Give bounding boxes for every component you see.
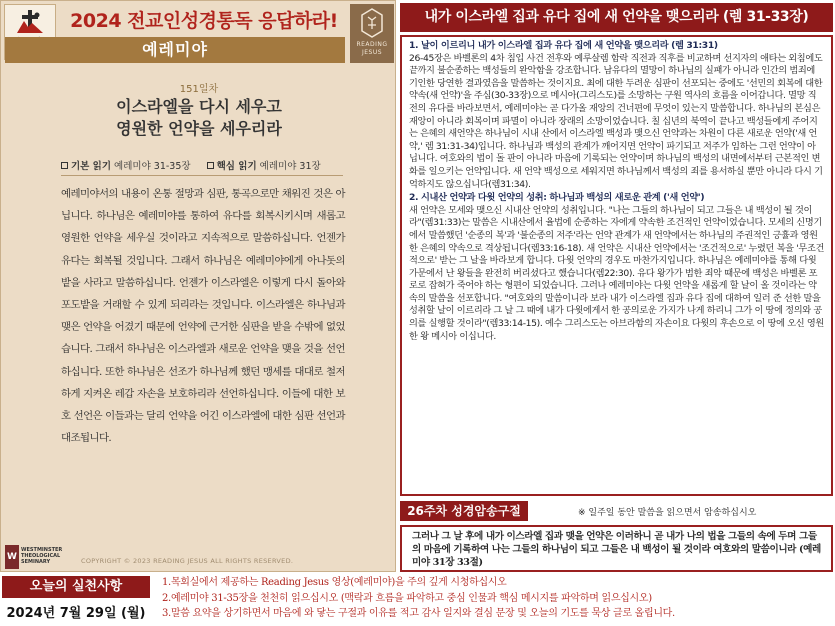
brand-line-2: JESUS xyxy=(361,48,383,56)
reading-assignment xyxy=(61,158,361,172)
section-1-title: 1. 날이 이르리니 내가 이스라엘 집과 유다 집에 새 언약을 맺으리라 (렘 31:31) xyxy=(409,40,718,51)
practice-list xyxy=(162,575,832,622)
reading-page xyxy=(0,0,396,572)
divider xyxy=(61,175,343,176)
brand-line-1: READING xyxy=(356,41,388,48)
seminary-logo xyxy=(5,545,75,569)
practice-date: 2024년 7월 29일 (월) xyxy=(6,606,146,621)
seminary-name: WESTMINSTER THEOLOGICAL SEMINARY xyxy=(21,547,63,565)
seminary-shield-icon: W xyxy=(5,545,19,569)
section-1-body: 26-45장은 바벨론의 4차 침입 사건 전후와 예루살렘 함락 직전과 직후를 비교하며 선지자의 애타는 외침에도 끝까지 불순종하는 백성들의 완악함을 강조합니다. 남유다의 멸망이 하나님의 실패가 아니라 인간의 범죄에 기인한 당연한 결과였음을 말씀하는 것이지요. 최에 대한 두려운 심판이 선포되는 중에도 '선민의 회복에 대한 약속(새 언약)'을 주심(30-33장)으로 메시아(그리스도)를 소망하는 구원 역사의 흐름을 이어갑니다. 멸망 직전의 유다를 바라보면서, 예레미야는 곧 다가올 재앙의 건너편에 무엇이 있는지 말씀합니다. 하나님의 본심은 재앙이 아니라 회복이며 파멸이 아니라 장래의 소망이었습니다. 칠 십년의 북역이 끝나고 백성들에게 주어지는 은혜의 새언약은 하나님이 시내 산에서 이스라엘 백성과 맺으신 언약과는 차원이 다른 새로운 언약('새 언약,' 렘 31:31-34)입니다. 하나님과 백성의 관계가 깨어지면 언약이 파기되고 저주가 임하는 그런 언약이 아닙니다. 여호와의 법이 돌 판이 아니라 마음에 기록되는 언약이며 하나님의 백성의 내면에서부터 근본적인 변화를 일으키는 언약입니다. 새 언약 백성으로 세워지면 하나님께서 백성의 죄를 용서하실 뿐만 아니라 다시 기억하지도 않으십니다(렘31:34). xyxy=(409,52,823,190)
book-title: 예레미야 xyxy=(5,37,345,63)
practice-item: 1.목회실에서 제공하는 Reading Jesus 영상(예레미야)을 주의 깊게 시청하십시오 xyxy=(162,577,507,588)
reading-body: 예레미야서의 내용이 온통 절망과 심판, 통곡으로만 채워진 것은 아닙니다. 하나님은 예레미야를 통하여 유다를 회복시키시며 새롭고 영원한 언약을 세우실 것이라고 지속적으로 말씀하십니다. 언젠가 유다는 회복될 것입니다. 그래서 하나님은 예레미야에게 아나돗의 밭을 사라고 말씀하십니다. 언젠가 이스라엘은 이렇게 다시 돌아와 포도밭을 거래할 수 있게 되리라는 것입니다. 이스라엘은 하나님과 맺은 언약을 어겼기 때문에 언약에 근거한 심판을 받을 수밖에 없었습니다. 그래서 하나님은 이스라엘과 새로운 언약을 맺을 것을 선언하십니다. 또한 하나님은 선조가 하나님께 했던 맹세를 대대로 철저하게 지켜온 레갑 자손을 보호하리라 선언하십니다. 이들에 대한 보호 선언은 이들과는 달리 언약을 어긴 이스라엘에 대한 심판 선언과 대조됩니다. xyxy=(61,188,345,445)
practice-item: 3.말씀 요약을 상기하면서 마음에 와 닿는 구절과 이유를 적고 감사 일지와 결심 문장 및 오늘의 기도를 묵상 글로 올립니다. xyxy=(162,608,675,619)
checkbox-icon xyxy=(207,162,214,169)
commentary-box xyxy=(400,35,833,496)
reading-jesus-emblem-icon xyxy=(361,8,383,38)
heading-line-2: 영원한 언약을 세우리라 xyxy=(116,118,282,138)
memory-verse-title: 26주차 성경암송구절 xyxy=(400,501,528,521)
cross-church-icon xyxy=(15,9,45,35)
reading-jesus-logo xyxy=(350,4,394,63)
memory-verse-note: ※ 일주일 동안 말씀을 읽으면서 암송하십시오 xyxy=(578,508,757,518)
commentary-title: 내가 이스라엘 집과 유다 집에 새 언약을 맺으리라 (렘 31-33장) xyxy=(400,3,833,32)
checkbox-icon xyxy=(61,162,68,169)
copyright: COPYRIGHT © 2023 READING JESUS ALL RIGHTS RESERVED. xyxy=(81,557,294,565)
core-reading-ref: 예레미야 31장 xyxy=(259,161,321,172)
heading-line-1: 이스라엘을 다시 세우고 xyxy=(116,97,282,116)
memory-verse-text: 그러나 그 날 후에 내가 이스라엘 집과 맺을 언약은 이러하니 곧 내가 나의 법을 그들의 속에 두며 그들의 마음에 기록하여 나는 그들의 하나님이 되고 그들은 내 백성이 될 것이라 여호와의 말씀이니라 (예레미야 31장 33절) xyxy=(400,525,833,572)
core-reading-label: 핵심 읽기 xyxy=(216,161,257,172)
reading-heading xyxy=(1,96,397,139)
basic-reading-ref: 예레미야 31-35장 xyxy=(114,161,191,172)
practice-item: 2.예레미야 31-35장을 천천히 읽으십시오 (맥락과 흐름을 파악하고 중심 인물과 핵심 메시지를 파악하며 읽으십시오) xyxy=(162,592,652,604)
section-2-body: 새 언약은 모세와 맺으신 시내산 언약의 성취입니다. "나는 그들의 하나님이 되고 그들은 내 백성이 될 것이라"(렘31:33)는 말씀은 시내산에서 율법에 순종하는 자에게 약속한 조건적인 언약이었습니다. 모세의 신명기에서 말씀했던 '순종의 복'과 '불순종의 저주'라는 언약 관계가 새 언약에서는 하나님의 주권적인 긍휼과 영원한 은혜의 약속으로 격상됩니다(렘33:16-18). 새 언약은 시내산 언약에서는 '조건적으로' 누렸던 복을 '무조건적으로' 받는 그 날을 바라보게 합니다. 다윗 언약의 경우도 마찬가지입니다. 하나님은 예레미야를 통해 다윗 가문에서 난 왕들을 완전히 버리셨다고 했습니다(렘22:30). 유다 왕가가 범한 죄악 때문에 백성은 바벨론 포로로 잡혀가 죽어야 하는 형편이 되었습니다. 그러나 예레미야는 다윗 언약을 새롭게 할 날이 올 것이라는 약속의 말씀을 선포합니다. "여호와의 말씀이니라 보라 내가 이스라엘 집과 유다 집에 대하여 일러 준 선한 말을 성취할 날이 이르리라 그 날 그 때에 내가 다윗에게서 한 공의로운 가지가 나게 하리니 그가 이 땅에 정의와 공의를 실행할 것이라"(렘33:14-15). 예수 그리스도는 아브라함의 자손이요 다윗의 후손으로 이 땅에 오신 영원한 왕 메시아 이십니다. xyxy=(409,204,825,342)
practice-title: 오늘의 실천사항 xyxy=(2,576,150,598)
day-label: 151일차 xyxy=(179,84,219,95)
section-2-title: 2. 시내산 언약과 다윗 언약의 성취: 하나님과 백성의 새로운 관계 ('새 언약') xyxy=(409,192,705,204)
basic-reading-label: 기본 읽기 xyxy=(71,161,112,172)
banner-title: 2024 전교인성경통독 응답하라! xyxy=(70,10,338,32)
reading-jesus-wordmark xyxy=(350,41,394,56)
